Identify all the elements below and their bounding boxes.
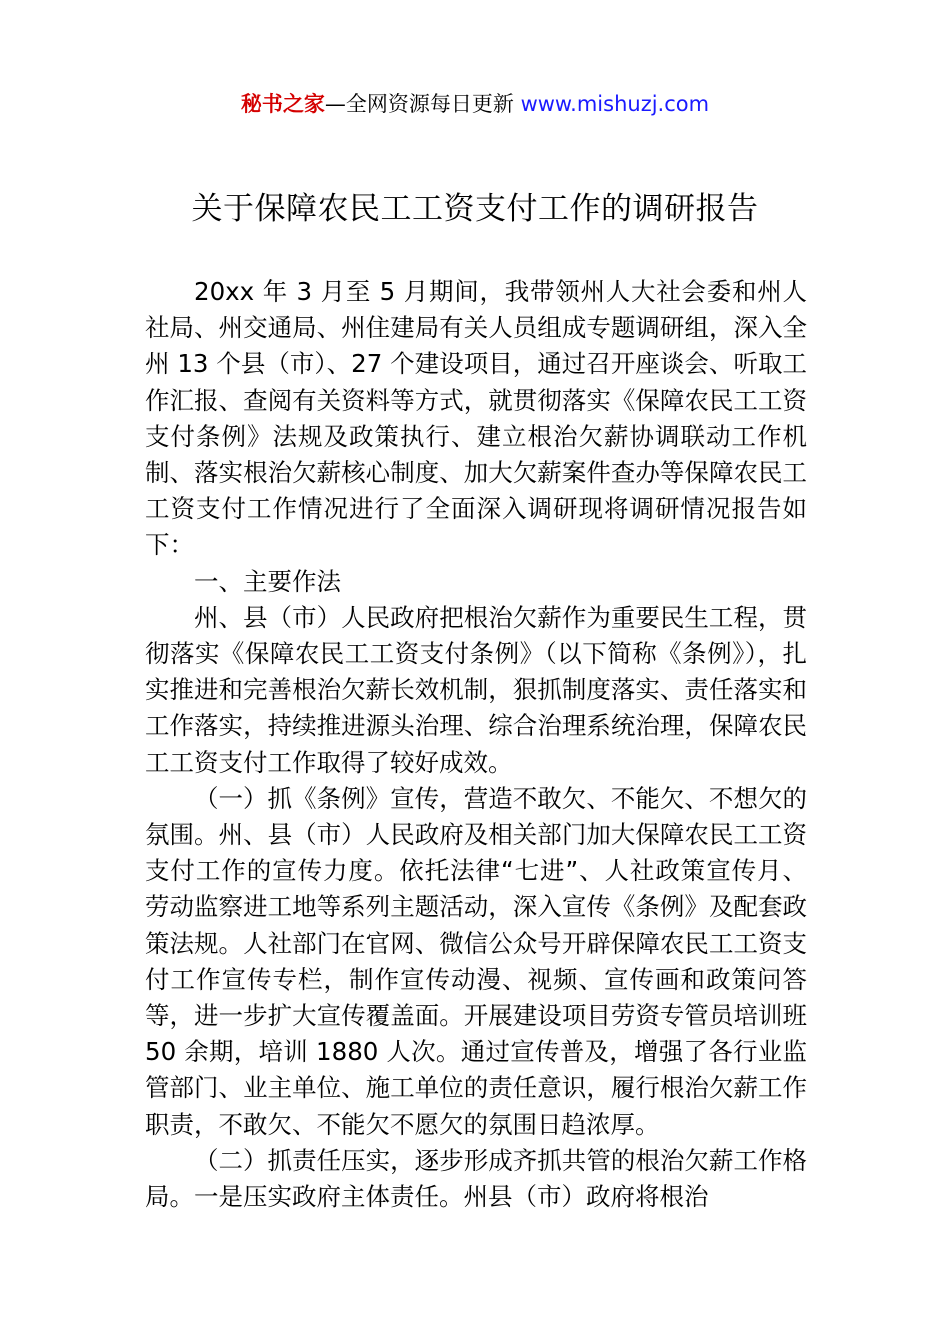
body-paragraph: 州、县（市）人民政府把根治欠薪作为重要民生工程，贯彻落实《保障农民工工资支付条例》（以下简称《条例》），扎实推进和完善根治欠薪长效机制，狠抓制度落实、责任落实和工作落实，持续推进源头治理、综合治理系统治理，保障农民工工资支付工作取得了较好成效。 [145,602,807,777]
document-title: 关于保障农民工工资支付工作的调研报告 [191,191,759,227]
intro-paragraph: 20xx 年 3 月至 5 月期间，我带领州人大社会委和州人社局、州交通局、州住建局有关人员组成专题调研组，深入全州 13 个县（市）、27 个建设项目，通过召开座谈会、听取工作汇报、查阅有关资料等方式，就贯彻落实《保障农民工工资支付条例》法规及政策执行、建立根治欠薪协调联动工作机制、落实根治欠薪核心制度、加大欠薪案件查办等保障农民工工资支付工作情况进行了全面深入调研现将调研情况报告如下： [145,277,807,560]
document-body [145,274,807,1215]
section-heading: 一、主要作法 [194,566,341,596]
body-paragraph: （一）抓《条例》宣传，营造不敢欠、不能欠、不想欠的氛围。州、县（市）人民政府及相关部门加大保障农民工工资支付工作的宣传力度。依托法律“七进”、人社政策宣传月、劳动监察进工地等系列主题活动，深入宣传《条例》及配套政策法规。人社部门在官网、微信公众号开辟保障农民工工资支付工作宣传专栏，制作宣传动漫、视频、宣传画和政策问答等，进一步扩大宣传覆盖面。开展建设项目劳资专管员培训班 50 余期，培训 1880 人次。通过宣传普及，增强了各行业监管部门、业主单位、施工单位的责任意识，履行根治欠薪工作职责，不敢欠、不能欠不愿欠的氛围日趋浓厚。 [145,783,807,1139]
body-paragraph: （二）抓责任压实，逐步形成齐抓共管的根治欠薪工作格局。一是压实政府主体责任。州县（市）政府将根治 [145,1145,807,1212]
header-tagline: —全网资源每日更新 [324,92,521,116]
site-url-link[interactable]: www.mishuzj.com [520,92,710,116]
site-header [0,88,950,120]
brand-name: 秘书之家 [240,92,325,116]
